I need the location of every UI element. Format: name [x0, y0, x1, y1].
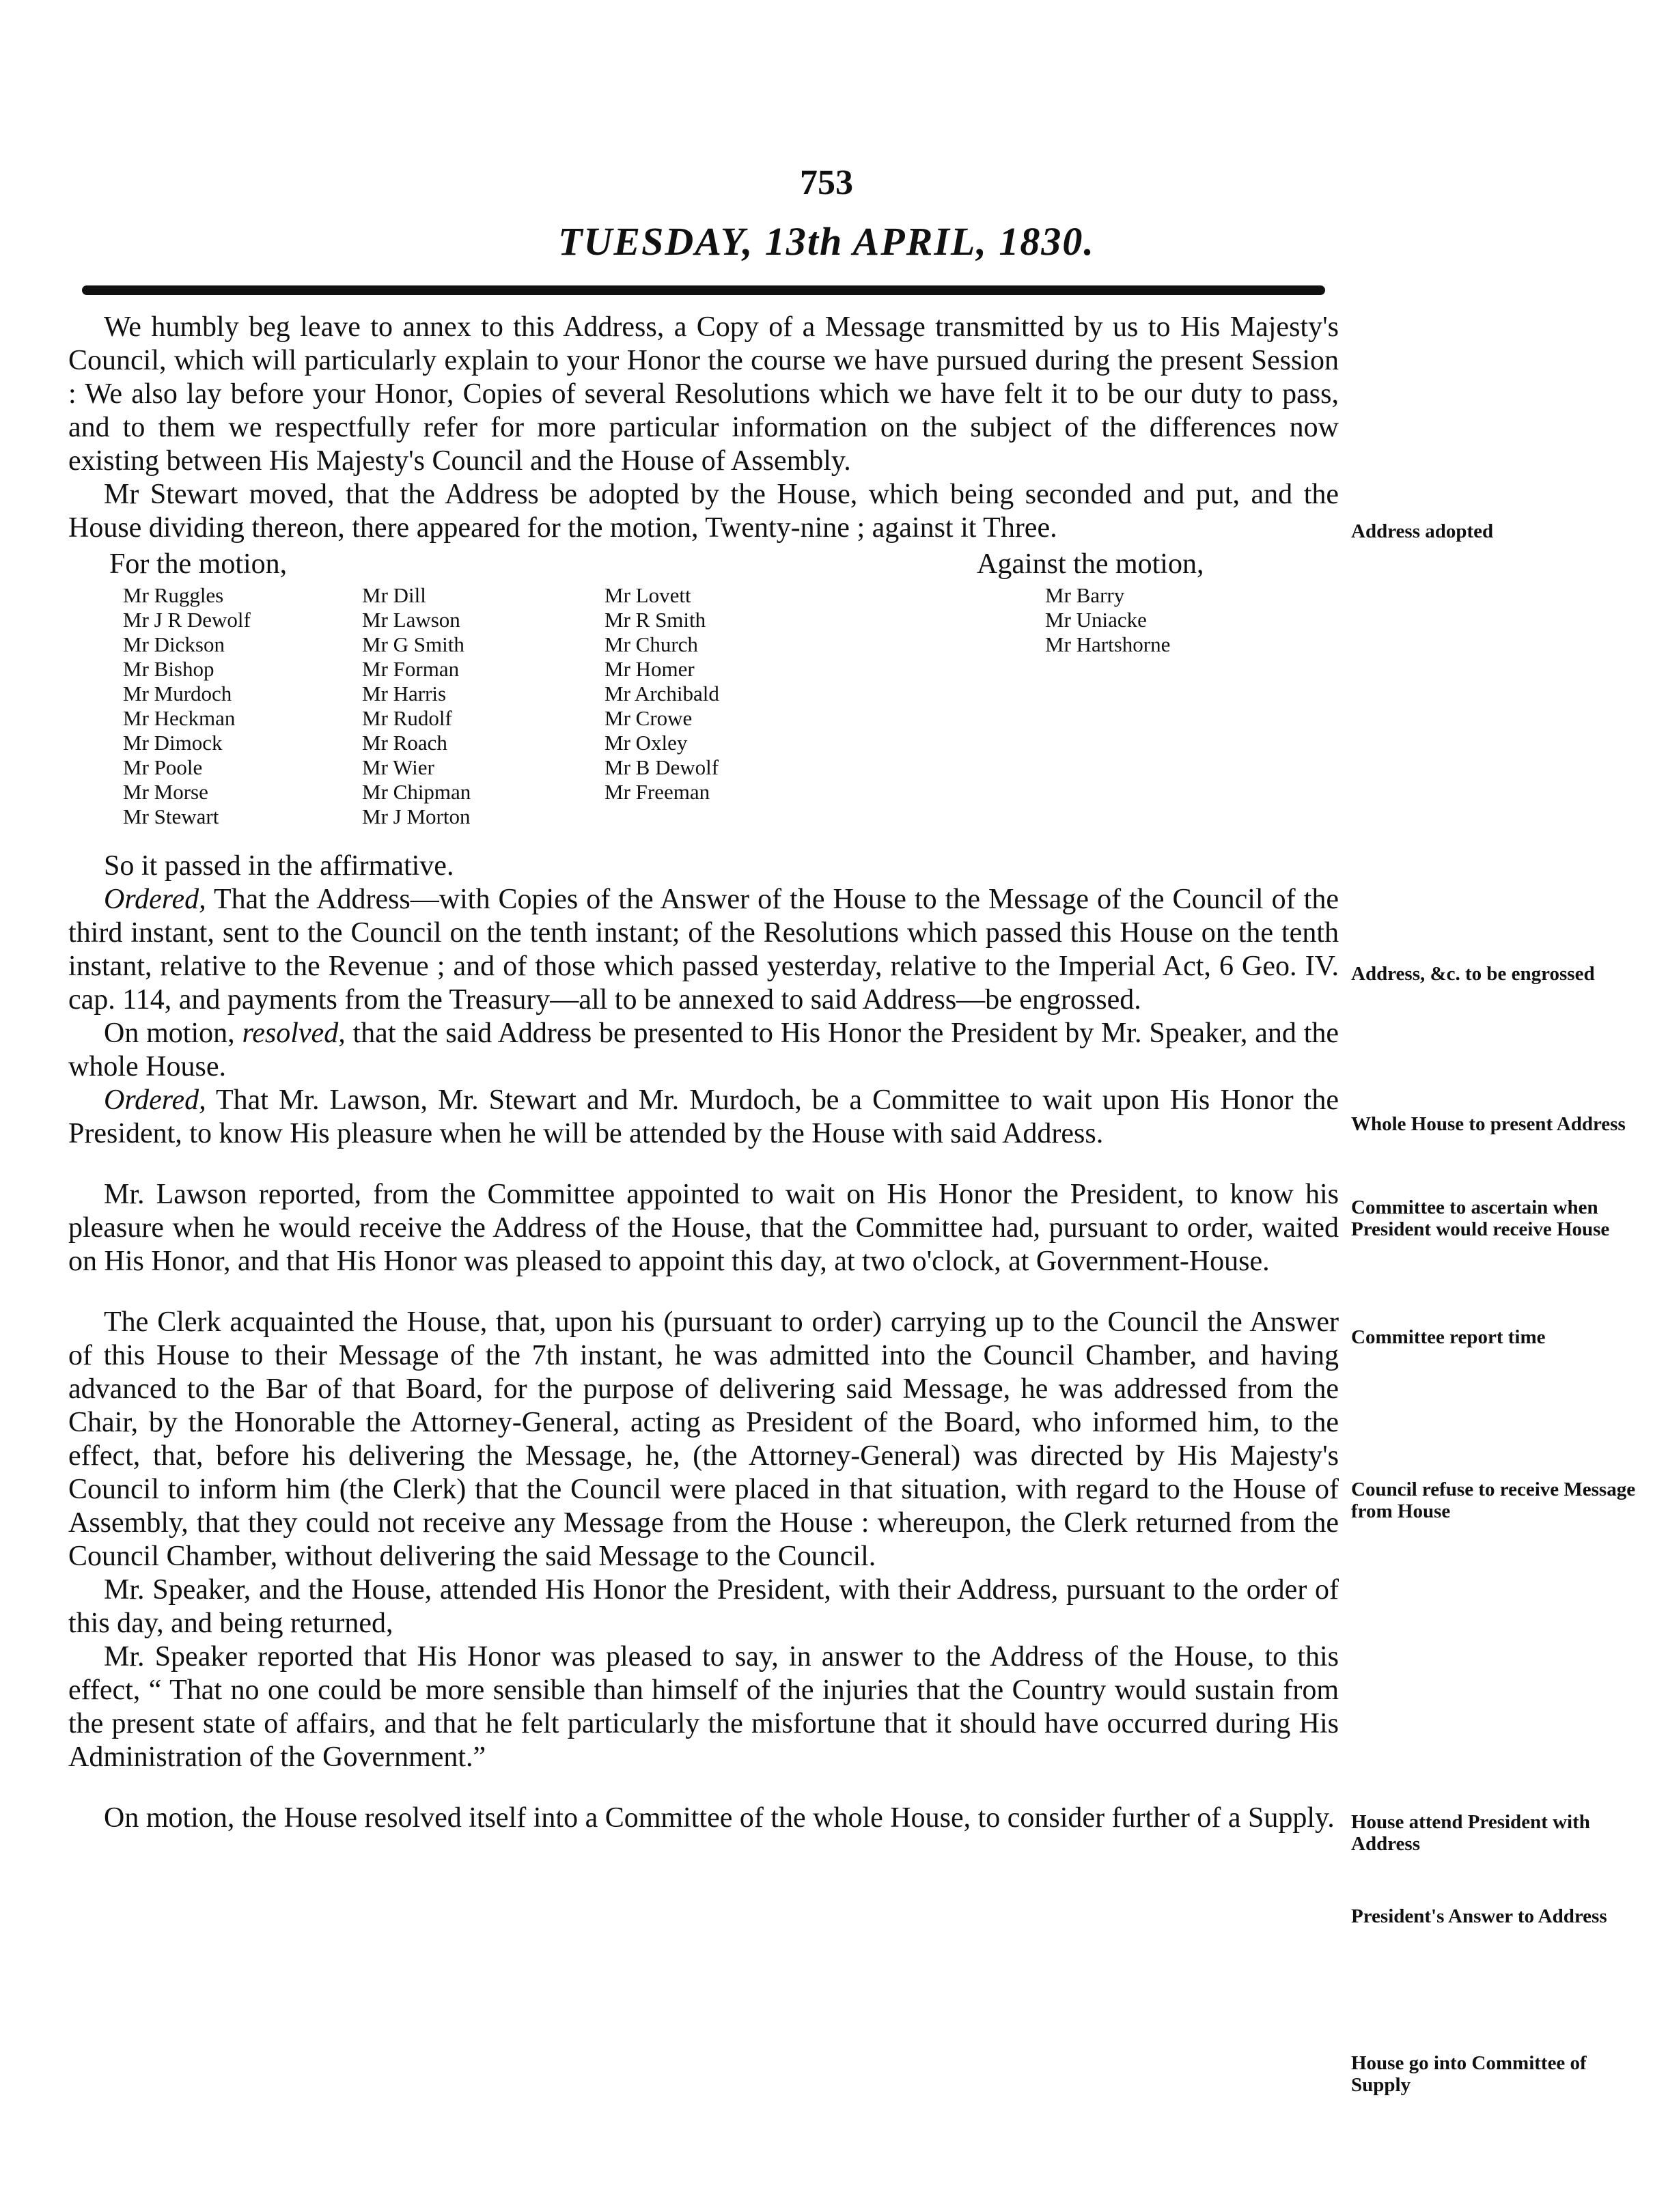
voter-name: Mr Wier — [362, 755, 434, 779]
resolved-present-paragraph — [68, 1017, 1339, 1084]
voter-name: Mr Oxley — [605, 731, 688, 755]
clerk-report-paragraph: The Clerk acquainted the House, that, upon his (pursuant to order) carrying up to the Council the Answer of this House to their Message of the 7th instant, he was admitted into the Council Chamber, and having advanced to the Bar of that Board, for the purpose of delivering said Message, he was addressed from the Chair, by the Honorable the Attorney-General, acting as President of the Board, who informed him, to the effect, that, before his delivering the Message, he, (the Attorney-General) was directed by His Majesty's Council to inform him (the Clerk) that the Council were placed in that situation, with regard to the House of Assembly, that they could not receive any Message from the House : whereupon, the Clerk returned from the Council Chamber, without delivering the said Message to the Council. — [68, 1306, 1339, 1572]
voter-name: Mr Stewart — [123, 804, 219, 828]
journal-body — [68, 311, 1339, 1835]
for-column-2 — [362, 583, 471, 829]
margin-note: Committee report time — [1351, 1326, 1546, 1348]
for-motion-label: For the motion, — [109, 548, 288, 580]
passed-line: So it passed in the affirmative. — [104, 850, 454, 882]
voter-name: Mr Poole — [123, 755, 203, 779]
vote-headings — [68, 548, 1339, 583]
voter-name: Mr Heckman — [123, 706, 236, 730]
voter-name: Mr J Morton — [362, 804, 471, 828]
speaker-report-paragraph: Mr. Speaker reported that His Honor was pleased to say, in answer to the Address of the House, to this effect, “ That no one could be more sensible than himself of the injuries that the Country would sustain from the present state of affairs, and that he felt particularly the misfortune that it should have occurred during His Administration of the Government.” — [68, 1641, 1339, 1773]
voter-name: Mr Rudolf — [362, 706, 452, 730]
voter-name: Mr Uniacke — [1045, 608, 1147, 632]
against-motion-label: Against the motion, — [977, 548, 1204, 580]
voter-name: Mr Chipman — [362, 780, 471, 804]
voter-name: Mr Murdoch — [123, 682, 232, 705]
voter-name: Mr Bishop — [123, 657, 214, 681]
speaker-attend-paragraph: Mr. Speaker, and the House, attended His Honor the President, with their Address, pursuant to the order of this day, and being returned, — [68, 1574, 1339, 1639]
motion-paragraph: Mr Stewart moved, that the Address be adopted by the House, which being seconded and put, and the House dividing thereon, there appeared for the motion, Twenty-nine ; against it Three. — [68, 479, 1339, 544]
voter-name: Mr Homer — [605, 657, 695, 681]
committee-supply-paragraph: On motion, the House resolved itself into a Committee of the whole House, to consider further of a Supply. — [104, 1802, 1335, 1834]
voter-name: Mr Dimock — [123, 731, 223, 755]
margin-note: Committee to ascertain when President would receive House — [1351, 1196, 1610, 1240]
voter-name: Mr Harris — [362, 682, 447, 705]
margin-note: President's Answer to Address — [1351, 1905, 1607, 1927]
address-text-paragraph: We humbly beg leave to annex to this Address, a Copy of a Message transmitted by us to His Majesty's Council, which will particularly explain to your Honor the course we have pursued during the present Session : We also lay before your Honor, Copies of several Resolutions which we have felt it to be our duty to pass, and to them we respectfully refer for more particular information on the subject of the differences now existing between His Majesty's Council and the House of Assembly. — [68, 311, 1339, 477]
for-column-3 — [605, 583, 719, 804]
header-rule — [82, 285, 1325, 295]
for-column-1 — [123, 583, 251, 829]
voter-name: Mr Lovett — [605, 583, 691, 607]
motion-lead: On motion, — [104, 1018, 235, 1049]
voter-name: Mr Roach — [362, 731, 447, 755]
voter-name: Mr R Smith — [605, 608, 706, 632]
voter-name: Mr Morse — [123, 780, 208, 804]
voter-name: Mr Dill — [362, 583, 426, 607]
voter-name: Mr Dickson — [123, 632, 225, 656]
lawson-report-paragraph: Mr. Lawson reported, from the Committee appointed to wait on His Honor the President, to know his pleasure when he would receive the Address of the House, that the Committee had, pursuant to order, waited on His Honor, and that His Honor was pleased to appoint this day, at two o'clock, at Government-House. — [68, 1179, 1339, 1277]
voter-name: Mr Lawson — [362, 608, 460, 632]
ordered-word: Ordered, — [104, 1084, 206, 1116]
margin-note: House attend President with Address — [1351, 1811, 1590, 1855]
voter-name: Mr Archibald — [605, 682, 719, 705]
page-number: 753 — [800, 163, 853, 202]
resolved-word: resolved, — [242, 1018, 346, 1049]
voter-name: Mr Crowe — [605, 706, 693, 730]
ordered-engross-text: That the Address—with Copies of the Answer of the House to the Message of the Council of the third instant, sent to the Council on the tenth instant; of the Resolutions which passed this House on the tenth instant, relative to the Revenue ; and of those which passed yesterday, relative to the Imperial Act, 6 Geo. IV. cap. 114, and payments from the Treasury—all to be annexed to said Address—be engrossed. — [68, 884, 1339, 1016]
voter-name: Mr Hartshorne — [1045, 632, 1171, 656]
voter-name: Mr Freeman — [605, 780, 710, 804]
ordered-word: Ordered, — [104, 884, 206, 915]
page-header-date: TUESDAY, 13th APRIL, 1830. — [558, 219, 1095, 264]
resolved-text: that the said Address be presented to His Honor the President by Mr. Speaker, and the whole House. — [68, 1018, 1339, 1082]
division-list — [68, 583, 1339, 850]
margin-note: Address adopted — [1351, 520, 1494, 542]
voter-name: Mr J R Dewolf — [123, 608, 251, 632]
ordered-engross-paragraph — [68, 883, 1339, 1017]
voter-name: Mr Barry — [1045, 583, 1125, 607]
voter-name: Mr Church — [605, 632, 698, 656]
voter-name: Mr Ruggles — [123, 583, 224, 607]
margin-note: Address, &c. to be engrossed — [1351, 963, 1595, 985]
margin-note: Council refuse to receive Message from House — [1351, 1479, 1636, 1522]
against-column — [1045, 583, 1170, 657]
margin-note: Whole House to present Address — [1351, 1113, 1626, 1135]
ordered-committee-text: That Mr. Lawson, Mr. Stewart and Mr. Murdoch, be a Committee to wait upon His Honor the President, to know His pleasure when he will be attended by the House with said Address. — [68, 1084, 1339, 1149]
voter-name: Mr G Smith — [362, 632, 464, 656]
voter-name: Mr B Dewolf — [605, 755, 719, 779]
ordered-committee-paragraph — [68, 1084, 1339, 1151]
voter-name: Mr Forman — [362, 657, 460, 681]
margin-note: House go into Committee of Supply — [1351, 2052, 1587, 2096]
